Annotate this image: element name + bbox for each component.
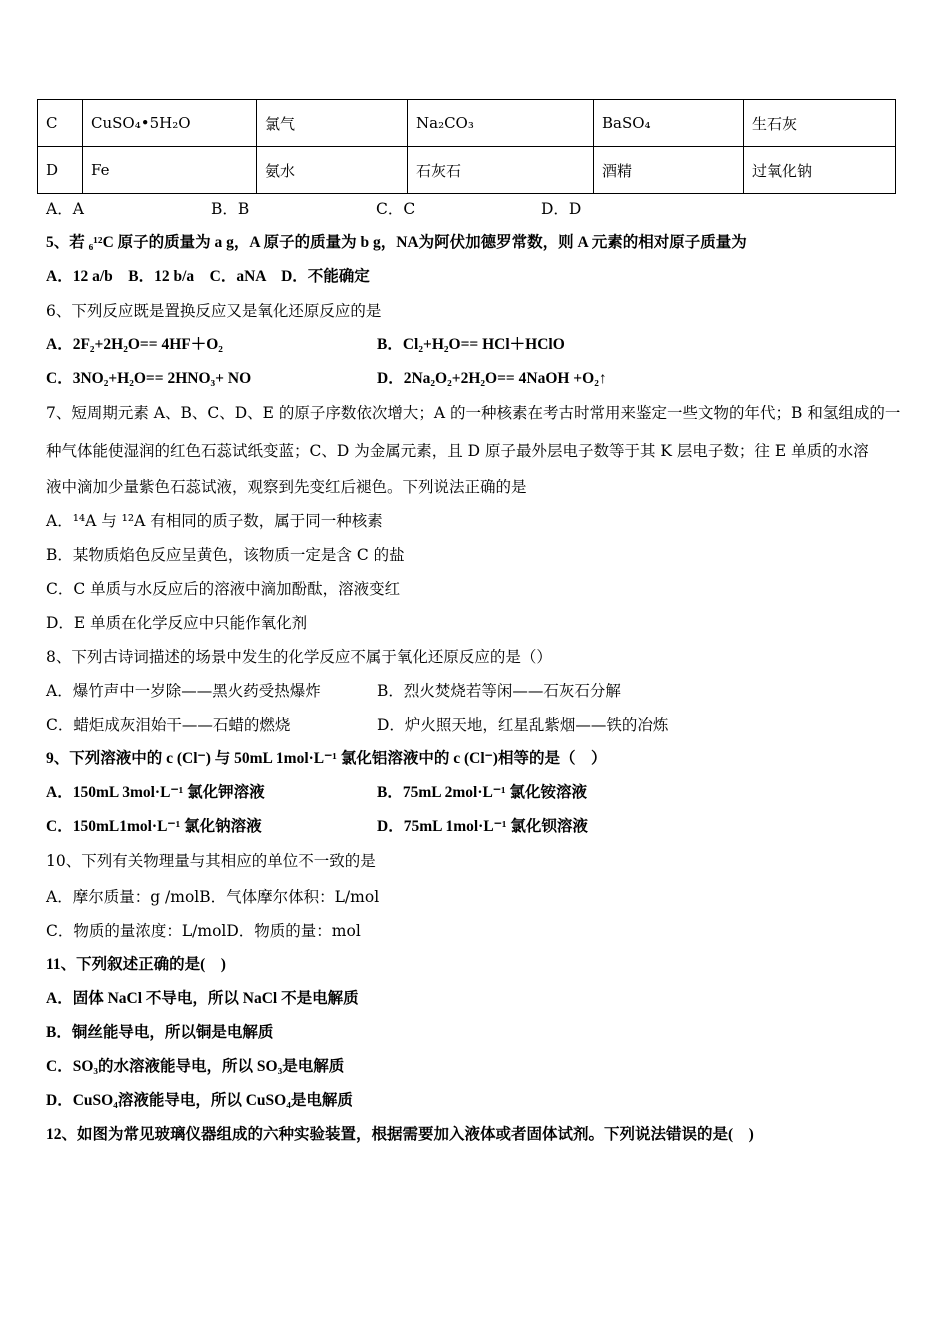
table-cell: D bbox=[38, 147, 83, 194]
table-row bbox=[38, 147, 896, 194]
q10-options-ab: A．摩尔质量：g /molB．气体摩尔体积：L/mol bbox=[46, 888, 380, 906]
table-cell: Na₂CO₃ bbox=[408, 100, 594, 147]
table-cell: CuSO₄•5H₂O bbox=[83, 100, 257, 147]
q6-option-d: D．2Na₂O₂+2H₂O== 4NaOH +O₂↑ bbox=[377, 370, 607, 387]
option-d: D．D bbox=[541, 200, 582, 218]
q9-option-b: B．75mL 2mol·L⁻¹ 氯化铵溶液 bbox=[377, 784, 588, 801]
q6-option-a: A．2F₂+2H₂O== 4HF＋O₂ bbox=[46, 336, 223, 353]
table-cell: 氨水 bbox=[257, 147, 408, 194]
q11-option-c: C．SO₃的水溶液能导电，所以 SO₃是电解质 bbox=[46, 1058, 345, 1075]
q11-stem: 11、下列叙述正确的是( ) bbox=[46, 956, 226, 973]
q5-stem: 5、若 ₆¹²C 原子的质量为 a g，A 原子的质量为 b g，NA为阿伏加德罗常数，则 A 元素的相对原子质量为 bbox=[46, 234, 747, 251]
table-cell: 酒精 bbox=[594, 147, 744, 194]
table-row bbox=[38, 100, 896, 147]
table-cell: 氯气 bbox=[257, 100, 408, 147]
q11-option-a: A．固体 NaCl 不导电，所以 NaCl 不是电解质 bbox=[46, 990, 359, 1007]
q4-options bbox=[46, 198, 706, 220]
q7-option-b: B．某物质焰色反应呈黄色，该物质一定是含 C 的盐 bbox=[46, 546, 405, 564]
q8-option-b: B．烈火焚烧若等闲——石灰石分解 bbox=[377, 682, 621, 700]
q8-stem: 8、下列古诗词描述的场景中发生的化学反应不属于氧化还原反应的是（） bbox=[46, 648, 552, 666]
q9-option-c: C．150mL1mol·L⁻¹ 氯化钠溶液 bbox=[46, 818, 262, 835]
q7-stem-line-2: 种气体能使湿润的红色石蕊试纸变蓝；C、D 为金属元素，且 D 原子最外层电子数等于其 K 层电子数；往 E 单质的水溶 bbox=[46, 442, 869, 460]
q6-option-b: B．Cl₂+H₂O== HCl＋HClO bbox=[377, 336, 565, 353]
q9-option-a: A．150mL 3mol·L⁻¹ 氯化钾溶液 bbox=[46, 784, 265, 801]
q7-option-d: D．E 单质在化学反应中只能作氧化剂 bbox=[46, 614, 308, 632]
q6-stem: 6、下列反应既是置换反应又是氧化还原反应的是 bbox=[46, 302, 382, 320]
option-b: B．B bbox=[211, 200, 250, 218]
table-cell: C bbox=[38, 100, 83, 147]
option-c: C．C bbox=[376, 200, 416, 218]
q6-option-c: C．3NO₂+H₂O== 2HNO₃+ NO bbox=[46, 370, 252, 387]
q10-options-cd: C．物质的量浓度：L/molD．物质的量：mol bbox=[46, 922, 361, 940]
table-cell: 生石灰 bbox=[744, 100, 896, 147]
q7-stem-line-3: 液中滴加少量紫色石蕊试液，观察到先变红后褪色。下列说法正确的是 bbox=[46, 478, 527, 496]
option-a: A．A bbox=[46, 200, 84, 218]
q8-option-d: D．炉火照天地，红星乱紫烟——铁的冶炼 bbox=[377, 716, 669, 734]
q7-stem-line-1: 7、短周期元素 A、B、C、D、E 的原子序数依次增大；A 的一种核素在考古时常用来鉴定一些文物的年代；B 和氢组成的一 bbox=[46, 404, 901, 422]
q12-stem: 12、如图为常见玻璃仪器组成的六种实验装置，根据需要加入液体或者固体试剂。下列说法错误的是( ) bbox=[46, 1126, 754, 1143]
q10-stem: 10、下列有关物理量与其相应的单位不一致的是 bbox=[46, 852, 376, 870]
q8-option-a: A．爆竹声中一岁除——黑火药受热爆炸 bbox=[46, 682, 321, 700]
table-cell: 过氧化钠 bbox=[744, 147, 896, 194]
q7-option-a: A．¹⁴A 与 ¹²A 有相同的质子数，属于同一种核素 bbox=[46, 512, 383, 530]
q9-option-d: D．75mL 1mol·L⁻¹ 氯化钡溶液 bbox=[377, 818, 588, 835]
q8-option-c: C．蜡炬成灰泪始干——石蜡的燃烧 bbox=[46, 716, 291, 734]
q9-stem: 9、下列溶液中的 c (Cl⁻) 与 50mL 1mol·L⁻¹ 氯化铝溶液中的 c (Cl⁻)相等的是（ ） bbox=[46, 750, 607, 767]
table-cell: BaSO₄ bbox=[594, 100, 744, 147]
table-cell: 石灰石 bbox=[408, 147, 594, 194]
q11-option-d: D．CuSO₄溶液能导电，所以 CuSO₄是电解质 bbox=[46, 1092, 353, 1109]
q7-option-c: C．C 单质与水反应后的溶液中滴加酚酞，溶液变红 bbox=[46, 580, 401, 598]
q5-options: A．12 a/b B．12 b/a C．aNA D．不能确定 bbox=[46, 268, 370, 285]
options-table bbox=[37, 99, 896, 194]
q11-option-b: B．铜丝能导电，所以铜是电解质 bbox=[46, 1024, 274, 1041]
table-cell: Fe bbox=[83, 147, 257, 194]
